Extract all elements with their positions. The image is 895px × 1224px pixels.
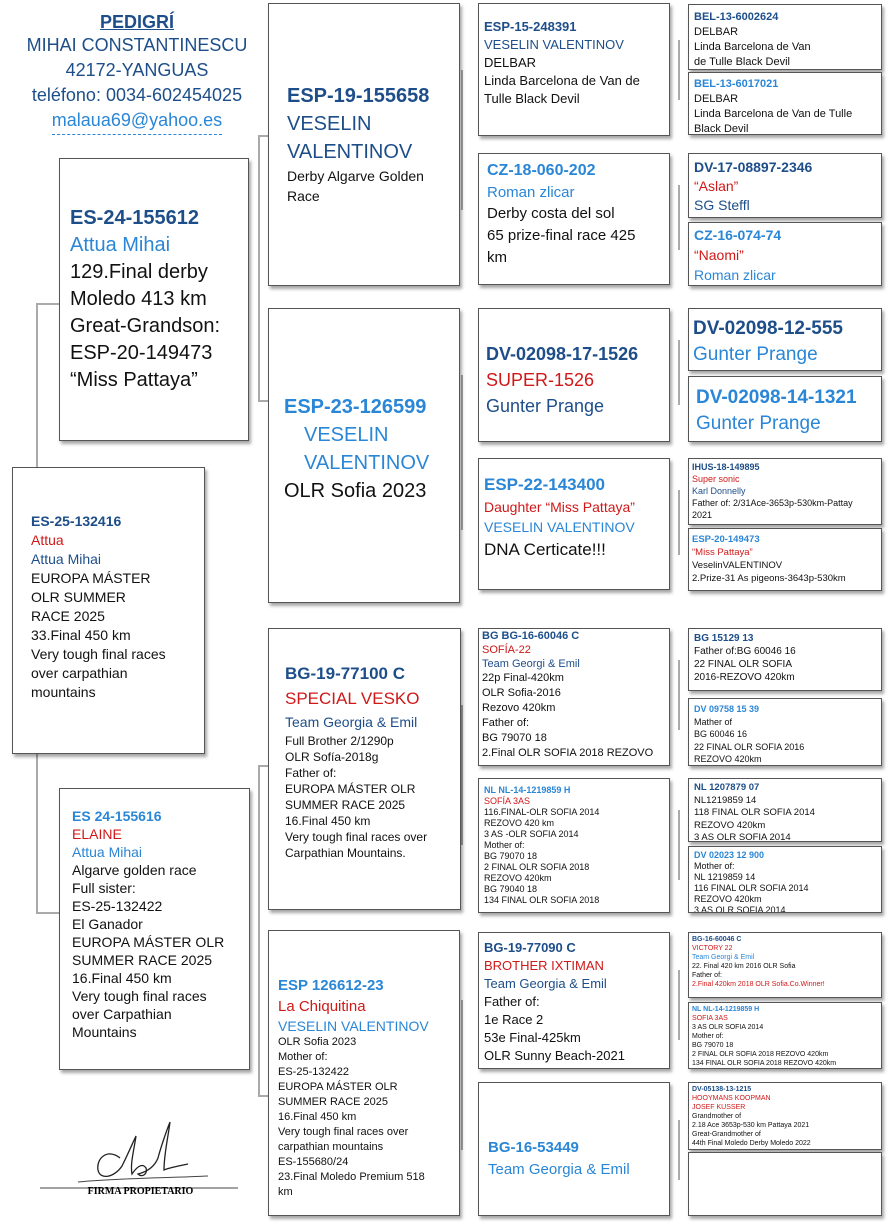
grandparent-card-7[interactable]: [478, 932, 670, 1069]
connector-sibling1: [36, 303, 60, 305]
connector-dam: [258, 400, 268, 402]
dam-2-name: La Chiquitina: [278, 998, 366, 1015]
great-grandparent-card-6[interactable]: [688, 376, 882, 442]
sibling-2-note: over Carpathian: [72, 1006, 172, 1022]
connector-ggp-7: [678, 970, 680, 1040]
great-grandparent-11-ring: NL 1207879 07: [694, 782, 760, 793]
subject-breeder: Attua Mihai: [31, 551, 102, 567]
sire-2-note: 16.Final 450 km: [285, 814, 371, 828]
grandparent-5-breeder: Team Georgi & Emil: [482, 658, 580, 670]
sibling-1-note: Great-Grandson:: [70, 315, 221, 337]
great-grandparent-12-note: 116 FINAL OLR SOFIA 2014: [694, 883, 809, 893]
grandparent-5-name: SOFÍA-22: [482, 644, 531, 656]
sibling-1-note: 129.Final derby: [70, 261, 208, 283]
connector-sire: [258, 135, 268, 137]
great-grandparent-11-note: 3 AS OLR SOFIA 2014: [694, 832, 791, 842]
grandparent-2-note: Derby costa del sol: [487, 205, 615, 222]
great-grandparent-14-note: BG 79070 18: [692, 1042, 734, 1049]
subject-name: Attua: [31, 532, 64, 548]
grandparent-6-note: REZOVO 420km: [484, 873, 552, 883]
connector-sire2: [258, 765, 268, 767]
great-grandparent-10-note: REZOVO 420km: [694, 754, 762, 764]
grandparent-1-note: Linda Barcelona de Van de: [484, 73, 640, 88]
connector-gp-1: [461, 70, 463, 210]
dam-2-note: 16.Final 450 km: [278, 1111, 357, 1123]
sire-2-note: SUMMER RACE 2025: [285, 798, 406, 812]
sibling-1-note: Moledo 413 km: [70, 288, 207, 310]
great-grandparent-12-note: Mother of:: [694, 861, 735, 871]
sire-card[interactable]: [268, 3, 460, 286]
owner-email[interactable]: malaua69@yahoo.es: [52, 108, 222, 135]
sibling-1-note: ESP-20-149473: [70, 342, 213, 364]
great-grandparent-5-breeder: Gunter Prange: [693, 344, 818, 365]
sire-2-note: Full Brother 2/1290p: [285, 734, 394, 748]
great-grandparent-7-ring: IHUS-18-149895: [692, 462, 760, 472]
sibling-2-note: 16.Final 450 km: [72, 970, 172, 986]
grandparent-5-ring: BG BG-16-60046 C: [482, 630, 580, 642]
dam-card[interactable]: [268, 308, 460, 603]
great-grandparent-card-9[interactable]: [688, 628, 882, 691]
great-grandparent-1-note: DELBAR: [694, 26, 739, 38]
great-grandparent-14-note: 134 FINAL OLR SOFIA 2018 REZOVO 420km: [692, 1060, 837, 1067]
sibling-2-note: Mountains: [72, 1024, 137, 1040]
connector-ggp-8: [678, 1120, 680, 1180]
great-grandparent-7-note: Father of: 2/31Ace-3653p-530km-Pattay: [692, 498, 853, 508]
grandparent-4-name: Daughter “Miss Pattaya”: [484, 499, 635, 515]
grandparent-1-name: VESELIN VALENTINOV: [484, 37, 624, 52]
subject-note: 33.Final 450 km: [31, 627, 131, 643]
sibling-2-breeder: Attua Mihai: [72, 844, 143, 860]
dam-2-note: ES-155680/24: [278, 1156, 349, 1168]
great-grandparent-card-11[interactable]: [688, 778, 882, 842]
great-grandparent-15-note: Grandmother of: [692, 1113, 742, 1120]
great-grandparent-10-note: BG 60046 16: [694, 729, 748, 739]
grandparent-7-note: 1e Race 2: [484, 1012, 544, 1027]
great-grandparent-9-note: 2016-REZOVO 420km: [694, 672, 795, 683]
great-grandparent-8-note: 2.Prize-31 As pigeons-3643p-530km: [692, 573, 846, 584]
great-grandparent-14-name: SOFIA 3AS: [692, 1015, 728, 1022]
great-grandparent-15-note: 2.18 Ace 3653p-530 km Pattaya 2021: [692, 1122, 810, 1129]
sibling-2-note: El Ganador: [72, 916, 143, 932]
sire-note: Race: [287, 188, 320, 204]
great-grandparent-1-ring: BEL-13-6002624: [694, 11, 779, 23]
great-grandparent-card-16[interactable]: [688, 1152, 882, 1216]
great-grandparent-card-1[interactable]: [688, 4, 882, 70]
grandparent-card-2[interactable]: [478, 153, 670, 285]
great-grandparent-8-name: “Miss Pattaya”: [692, 547, 753, 558]
great-grandparent-8-ring: ESP-20-149473: [692, 534, 760, 545]
grandparent-5-note: BG 79070 18: [482, 732, 547, 744]
grandparent-card-4[interactable]: [478, 458, 670, 590]
great-grandparent-10-ring: DV 09758 15 39: [694, 704, 760, 714]
grandparent-5-note: 2.Final OLR SOFIA 2018 REZOVO: [482, 747, 654, 759]
grandparent-7-breeder: Team Georgia & Emil: [484, 976, 607, 991]
grandparent-card-6[interactable]: [478, 778, 670, 913]
dam-name: VESELIN VALENTINOV: [304, 424, 430, 474]
grandparent-3-breeder: Gunter Prange: [486, 396, 605, 416]
sibling-1-ring: ES-24-155612: [70, 207, 199, 229]
great-grandparent-6-ring: DV-02098-14-1321: [696, 387, 857, 408]
connector-gp-3: [461, 705, 463, 845]
subject-card[interactable]: [12, 467, 205, 754]
great-grandparent-2-ring: BEL-13-6017021: [694, 78, 779, 90]
grandparent-3-ring: DV-02098-17-1526: [486, 344, 639, 364]
sibling-1-note: “Miss Pattaya”: [70, 369, 198, 391]
sire-2-note: OLR Sofía-2018g: [285, 750, 379, 764]
grandparent-5-note: 22p Final-420km: [482, 672, 564, 684]
great-grandparent-13-note: 2.Final 420km 2018 OLR Sofia.Co.Winner!: [692, 981, 825, 988]
grandparent-8-ring: BG-16-53449: [488, 1139, 579, 1156]
grandparent-6-note: 3 AS -OLR SOFIA 2014: [484, 829, 579, 839]
dam-2-note: Very tough final races over: [278, 1126, 409, 1138]
subject-note: EUROPA MÁSTER: [31, 570, 151, 586]
great-grandparent-3-name: “Aslan”: [694, 178, 739, 194]
great-grandparent-13-ring: BG-16-60046 C: [692, 936, 742, 943]
great-grandparent-card-2[interactable]: [688, 72, 882, 135]
subject-ring: ES-25-132416: [31, 513, 122, 529]
great-grandparent-3-ring: DV-17-08897-2346: [694, 159, 813, 175]
great-grandparent-9-note: 22 FINAL OLR SOFIA: [694, 659, 792, 670]
great-grandparent-card-5[interactable]: [688, 308, 882, 371]
great-grandparent-13-note: 22. Final 420 km 2016 OLR Sofia: [692, 963, 796, 970]
grandparent-1-ring: ESP-15-248391: [484, 19, 577, 34]
dam-note: OLR Sofia 2023: [284, 480, 427, 502]
dam-2-note: carpathian mountains: [278, 1141, 384, 1153]
great-grandparent-2-note: Black Devil: [694, 123, 749, 135]
connector-gp-4: [461, 1000, 463, 1150]
grandparent-card-1[interactable]: [478, 3, 670, 136]
subject-note: OLR SUMMER: [31, 589, 126, 605]
great-grandparent-5-ring: DV-02098-12-555: [693, 318, 843, 339]
great-grandparent-14-ring: NL NL-14-1219859 H: [692, 1006, 760, 1013]
sibling-2-note: SUMMER RACE 2025: [72, 952, 213, 968]
grandparent-6-ring: NL NL-14-1219859 H: [484, 785, 571, 795]
great-grandparent-12-note: 3 AS OLR SOFIA 2014: [694, 905, 786, 913]
great-grandparent-10-note: Mather of: [694, 716, 733, 727]
connector-ggp-1: [678, 40, 680, 100]
pedigree-title: PEDIGRÍ: [99, 12, 174, 32]
grandparent-5-note: Rezovo 420km: [482, 702, 556, 714]
great-grandparent-7-note: 2021: [692, 510, 713, 520]
sire-2-breeder: Team Georgia & Emil: [285, 714, 418, 730]
great-grandparent-13-note: Father of:: [692, 972, 722, 979]
owner-header: [8, 12, 266, 135]
great-grandparent-card-13[interactable]: [688, 932, 882, 998]
great-grandparent-7-breeder: Karl Donnelly: [692, 486, 746, 496]
sibling-1-card[interactable]: [59, 158, 249, 441]
great-grandparent-card-8[interactable]: [688, 528, 882, 591]
dam-ring: ESP-23-126599: [284, 396, 427, 418]
great-grandparent-14-note: 2 FINAL OLR SOFIA 2018 REZOVO 420km: [692, 1051, 829, 1058]
great-grandparent-card-12[interactable]: [688, 846, 882, 913]
sire-name: VESELIN VALENTINOV: [287, 113, 413, 163]
dam-2-note: km: [278, 1186, 293, 1198]
sire-2-note: Father of:: [285, 766, 337, 780]
sire-2-ring: BG-19-77100 C: [285, 664, 406, 683]
subject-note: RACE 2025: [31, 608, 105, 624]
grandparent-2-ring: CZ-18-060-202: [487, 162, 596, 179]
sire-2-note: Carpathian Mountains.: [285, 846, 406, 860]
grandparent-4-breeder: VESELIN VALENTINOV: [484, 519, 635, 535]
connector-sire-dam-vertical: [258, 135, 260, 400]
grandparent-6-note: BG 79040 18: [484, 884, 538, 894]
great-grandparent-15-name: HOOYMANS KOOPMAN: [692, 1095, 771, 1102]
sibling-2-name: ELAINE: [72, 826, 122, 842]
connector-ggp-3: [678, 340, 680, 405]
connector-ggp-2: [678, 185, 680, 250]
great-grandparent-1-note: de Tulle Black Devil: [694, 56, 790, 68]
grandparent-card-3[interactable]: [478, 308, 670, 442]
subject-note: Very tough final races: [31, 646, 166, 662]
great-grandparent-13-name: VICTORY 22: [692, 945, 733, 952]
grandparent-5-note: Father of:: [482, 717, 530, 729]
connector-gp-2: [461, 375, 463, 530]
great-grandparent-2-note: Linda Barcelona de Van de Tulle: [694, 108, 853, 120]
sire-note: Derby Algarve Golden: [287, 168, 424, 184]
grandparent-2-note: 65 prize-final race 425: [487, 227, 636, 244]
connector-ggp-6: [678, 810, 680, 880]
grandparent-1-note: Tulle Black Devil: [484, 91, 580, 106]
subject-note: over carpathian: [31, 665, 128, 681]
great-grandparent-8-note: VeselinVALENTINOV: [692, 560, 783, 571]
connector-sire2-dam2-vertical: [258, 765, 260, 1095]
sibling-2-note: Very tough final races: [72, 988, 207, 1004]
grandparent-2-name: Roman zlicar: [487, 184, 575, 201]
great-grandparent-6-breeder: Gunter Prange: [696, 413, 821, 434]
dam-2-note: ES-25-132422: [278, 1066, 349, 1078]
great-grandparent-3-breeder: SG Steffl: [694, 197, 750, 213]
owner-name: MIHAI CONSTANTINESCU: [26, 35, 248, 55]
grandparent-5-note: OLR Sofia-2016: [482, 687, 561, 699]
dam-2-ring: ESP 126612-23: [278, 977, 384, 994]
great-grandparent-9-note: Father of:BG 60046 16: [694, 646, 796, 657]
owner-address: 42172-YANGUAS: [65, 60, 209, 80]
great-grandparent-card-10[interactable]: [688, 698, 882, 766]
sibling-2-note: Full sister:: [72, 880, 136, 896]
great-grandparent-card-15[interactable]: [688, 1082, 882, 1150]
subject-note: mountains: [31, 684, 96, 700]
great-grandparent-1-note: Linda Barcelona de Van: [694, 41, 811, 53]
great-grandparent-10-note: 22 FINAL OLR SOFIA 2016: [694, 741, 805, 752]
connector-ggp-5: [678, 660, 680, 730]
grandparent-4-note: DNA Certicate!!!: [484, 540, 606, 559]
great-grandparent-12-note: REZOVO 420km: [694, 894, 762, 904]
sire-2-note: EUROPA MÁSTER OLR: [285, 782, 416, 796]
grandparent-7-note: 53e Final-425km: [484, 1030, 581, 1045]
great-grandparent-card-4[interactable]: [688, 222, 882, 286]
great-grandparent-12-note: NL 1219859 14: [694, 872, 756, 882]
great-grandparent-15-note: 44th Final Moledo Derby Moledo 2022: [692, 1140, 811, 1147]
great-grandparent-4-ring: CZ-16-074-74: [694, 227, 782, 243]
grandparent-6-note: 116.FINAL-OLR SOFIA 2014: [484, 807, 600, 817]
sibling-2-note: Algarve golden race: [72, 862, 197, 878]
sibling-2-ring: ES 24-155616: [72, 808, 162, 824]
grandparent-7-name: BROTHER IXTIMAN: [484, 958, 604, 973]
grandparent-6-name: SOFÍA 3AS: [484, 796, 531, 806]
great-grandparent-card-7[interactable]: [688, 458, 882, 525]
great-grandparent-15-ring: DV-05138-13-1215: [692, 1086, 752, 1093]
grandparent-7-note: Father of:: [484, 994, 540, 1009]
grandparent-card-5[interactable]: [478, 628, 670, 766]
connector-sibling2: [36, 912, 60, 914]
grandparent-6-note: Mother of:: [484, 840, 525, 850]
great-grandparent-card-14[interactable]: [688, 1002, 882, 1069]
sire-2-name: SPECIAL VESKO: [285, 689, 420, 708]
grandparent-3-name: SUPER-1526: [486, 370, 595, 390]
sire-2-card[interactable]: [268, 628, 461, 910]
dam-2-note: SUMMER RACE 2025: [278, 1096, 389, 1108]
grandparent-4-ring: ESP-22-143400: [484, 475, 605, 494]
great-grandparent-2-note: DELBAR: [694, 93, 739, 105]
great-grandparent-4-breeder: Roman zlicar: [694, 267, 776, 283]
connector-dam2: [258, 1095, 268, 1097]
grandparent-6-note: BG 79070 18: [484, 851, 538, 861]
great-grandparent-12-ring: DV 02023 12 900: [694, 850, 765, 860]
dam-2-breeder: VESELIN VALENTINOV: [278, 1018, 429, 1034]
great-grandparent-4-name: “Naomi”: [694, 247, 744, 263]
grandparent-1-note: DELBAR: [484, 55, 537, 70]
sibling-2-note: EUROPA MÁSTER OLR: [72, 934, 225, 950]
sibling-2-note: ES-25-132422: [72, 898, 163, 914]
dam-2-note: EUROPA MÁSTER OLR: [278, 1081, 398, 1093]
great-grandparent-15-breeder: JOSEF KUSSER: [692, 1104, 746, 1111]
grandparent-6-note: REZOVO 420 km: [484, 818, 555, 828]
dam-2-note: Mother of:: [278, 1051, 328, 1063]
great-grandparent-13-breeder: Team Georgi & Emil: [692, 954, 755, 961]
sire-2-note: Very tough final races over: [285, 830, 428, 844]
great-grandparent-11-note: NL1219859 14: [694, 794, 757, 806]
dam-2-card[interactable]: [268, 930, 460, 1216]
great-grandparent-14-note: 3 AS OLR SOFIA 2014: [692, 1024, 764, 1031]
dam-2-note: 23.Final Moledo Premium 518: [278, 1171, 425, 1183]
grandparent-7-note: OLR Sunny Beach-2021: [484, 1048, 625, 1063]
great-grandparent-7-name: Super sonic: [692, 474, 740, 484]
sibling-1-breeder: Attua Mihai: [70, 234, 171, 256]
connector-ggp-4: [678, 490, 680, 555]
signature-label: FIRMA PROPIETARIO: [87, 1186, 194, 1197]
grandparent-8-breeder: Team Georgia & Emil: [488, 1161, 630, 1178]
great-grandparent-9-ring: BG 15129 13: [694, 633, 754, 644]
owner-phone: teléfono: 0034-602454025: [31, 85, 243, 105]
sibling-2-card[interactable]: [59, 788, 250, 1070]
great-grandparent-14-note: Mother of:: [692, 1033, 724, 1040]
dam-2-note: OLR Sofia 2023: [278, 1036, 357, 1048]
grandparent-7-ring: BG-19-77090 C: [484, 940, 576, 955]
grandparent-6-note: 134 FINAL OLR SOFIA 2018: [484, 895, 600, 905]
grandparent-card-8[interactable]: [478, 1082, 670, 1216]
great-grandparent-11-note: REZOVO 420km: [694, 819, 766, 831]
great-grandparent-11-note: 118 FINAL OLR SOFIA 2014: [694, 807, 815, 818]
great-grandparent-15-note: Great-Grandmother of: [692, 1131, 761, 1138]
great-grandparent-card-3[interactable]: [688, 153, 882, 218]
sire-ring: ESP-19-155658: [287, 85, 430, 107]
grandparent-2-note: km: [487, 249, 507, 266]
grandparent-6-note: 2 FINAL OLR SOFIA 2018: [484, 862, 590, 872]
